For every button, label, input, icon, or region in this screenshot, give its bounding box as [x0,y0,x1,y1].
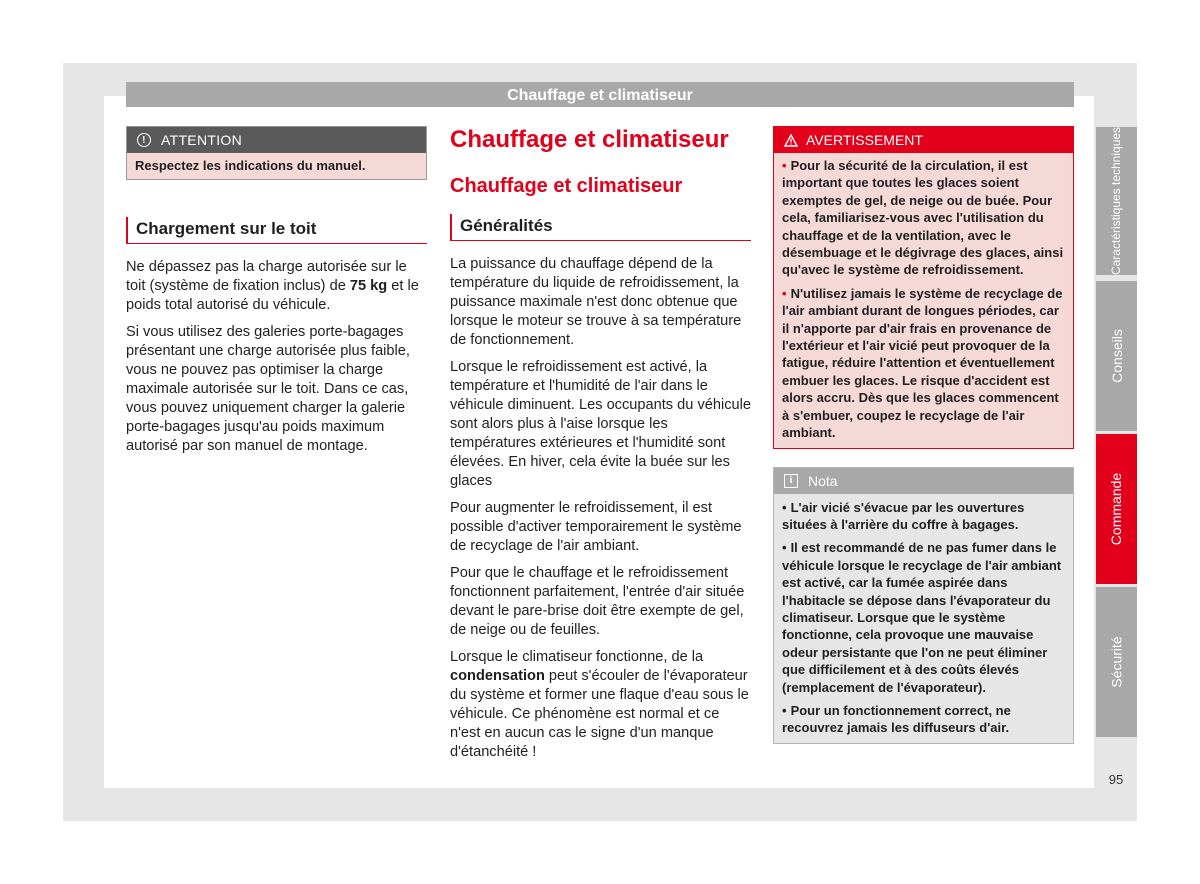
note-item-text: L'air vicié s'évacue par les ouvertures situées à l'arrière du coffre à bagages. [782,499,1025,532]
note-item-text: Il est recommandé de ne pas fumer dans le véhicule lorsque le recyclage de l'air ambiant est activé, car la fumée aspirée dans l'habitacle se dépose dans l'évaporateur du climatiseur. Lorsque que le système fonctionne, cela provoque une mauvaise odeur persistante que l'on ne peut éliminer que difficilement et à des coûts élevés (remplacement de l'évaporateur). [782,540,1062,695]
exclamation-circle-icon: ! [137,133,151,147]
warning-item [782,285,1065,442]
section-title: Chauffage et climatiseur [450,175,683,197]
note-item [782,702,1065,737]
main-paragraph-4: Pour que le chauffage et le refroidissement fonctionnent parfaitement, l'entrée d'air située devant le pare-brise doit être exempte de gel, de neige ou de feuilles. [450,565,745,638]
text-run: Ne dépassez pas la charge autorisée sur le toit (système de fixation inclus) de [126,259,407,294]
side-tab-conseils[interactable] [1096,281,1137,431]
main-paragraph-2: Lorsque le refroidissement est activé, la température et l'humidité de l'air dans le véhicule diminuent. Les occupants du véhicule sont alors plus à l'aise lorsque les températures extérieures et l'humidité sont élevées. En hiver, cela évite la buée sur les glaces [450,359,751,489]
bullet-icon: • [782,702,787,718]
middle-column [450,126,751,762]
bullet-icon: • [782,158,787,173]
note-item-text: Pour un fonctionnement correct, ne recouvrez jamais les diffuseurs d'air. [782,702,1011,736]
roof-heading: Chargement sur le toit [126,217,427,244]
side-tab-label: Caractéristiques techniques [1109,126,1124,276]
note-label: Nota [808,472,838,489]
note-body [774,494,1073,743]
page-title: Chauffage et climatiseur [450,126,729,153]
attention-text: Respectez les indications du manuel. [135,158,366,173]
roof-paragraph-1 [126,258,427,315]
note-header [774,468,1073,494]
side-tab-label: Commande [1108,472,1125,546]
side-tab-commande[interactable] [1096,434,1137,584]
note-box [773,467,1074,744]
right-column [773,126,1074,744]
warning-label: AVERTISSEMENT [806,132,923,148]
page-number: 95 [1108,772,1124,787]
roof-paragraph-2: Si vous utilisez des galeries porte-bagages présentant une charge autorisée plus faible, vous ne pouvez pas optimiser la charge maximale autorisée sur le toit. Dans ce cas, vous pouvez uniquement charger la galerie porte-bagages jusqu'au poids maximum autorisé par son manuel de montage. [126,324,410,454]
attention-box [126,126,427,180]
warning-header [774,127,1073,153]
note-item [782,539,1065,696]
warning-box [773,126,1074,449]
note-item [782,499,1065,534]
text-run: Lorsque le climatiseur fonctionne, de la [450,649,704,665]
attention-label: ATTENTION [161,132,242,148]
side-tab-securite[interactable] [1096,587,1137,737]
side-tab-label: Sécurité [1108,636,1125,688]
bullet-icon: • [782,540,787,556]
warning-item-text: Pour la sécurité de la circulation, il est important que toutes les glaces soient exemptes de gel, de neige ou de buée. Pour cela, familiarisez-vous avec l'utilisation du chauffage et de la ventilation, avec le désembuage et le dégivrage des glaces, ainsi qu'avec le système de refroidissement. [782,158,1064,278]
warning-item [782,157,1065,279]
warning-item-text: N'utilisez jamais le système de recyclage de l'air ambiant durant de longues périodes, car il n'apporte par d'air frais en provenance de l'extérieur et l'air vicié peut provoquer de la fatigue, réduire l'attention et éventuellement embuer les glaces. Le risque d'accident est alors accru. Dès que les glaces commencent à s'embuer, coupez le recyclage de l'air ambiant. [782,285,1063,441]
general-heading: Généralités [450,214,751,241]
bold-run: condensation [450,668,545,684]
main-paragraph-1: La puissance du chauffage dépend de la température du liquide de refroidissement, la puissance maximale n'est donc obtenue que lorsque le moteur se trouve à sa température de fonctionnement. [450,256,742,348]
side-tab-label: Conseils [1108,329,1125,383]
bullet-icon: • [782,499,787,515]
left-column [126,126,427,456]
main-paragraph-3: Pour augmenter le refroidissement, il est possible d'activer temporairement le système de recyclage de l'air ambiant. [450,500,742,554]
text-run: peut s'écouler de l'évaporateur du système et former une flaque d'eau sous le véhicule. Ce phénomène est normal et ce n'est en aucun cas le signe d'un manque d'étanchéité ! [450,668,749,760]
side-tab-technical[interactable] [1096,127,1137,275]
main-paragraph-5 [450,648,751,762]
attention-header [127,127,426,153]
bullet-icon: • [782,285,787,301]
text-run: et le poids total autorisé du véhicule. [126,278,419,313]
chapter-header: Chauffage et climatiseur [126,82,1074,107]
warning-triangle-icon [784,134,798,147]
bold-run: 75 kg [349,278,388,294]
info-icon: i [784,474,798,488]
warning-body [774,153,1073,448]
